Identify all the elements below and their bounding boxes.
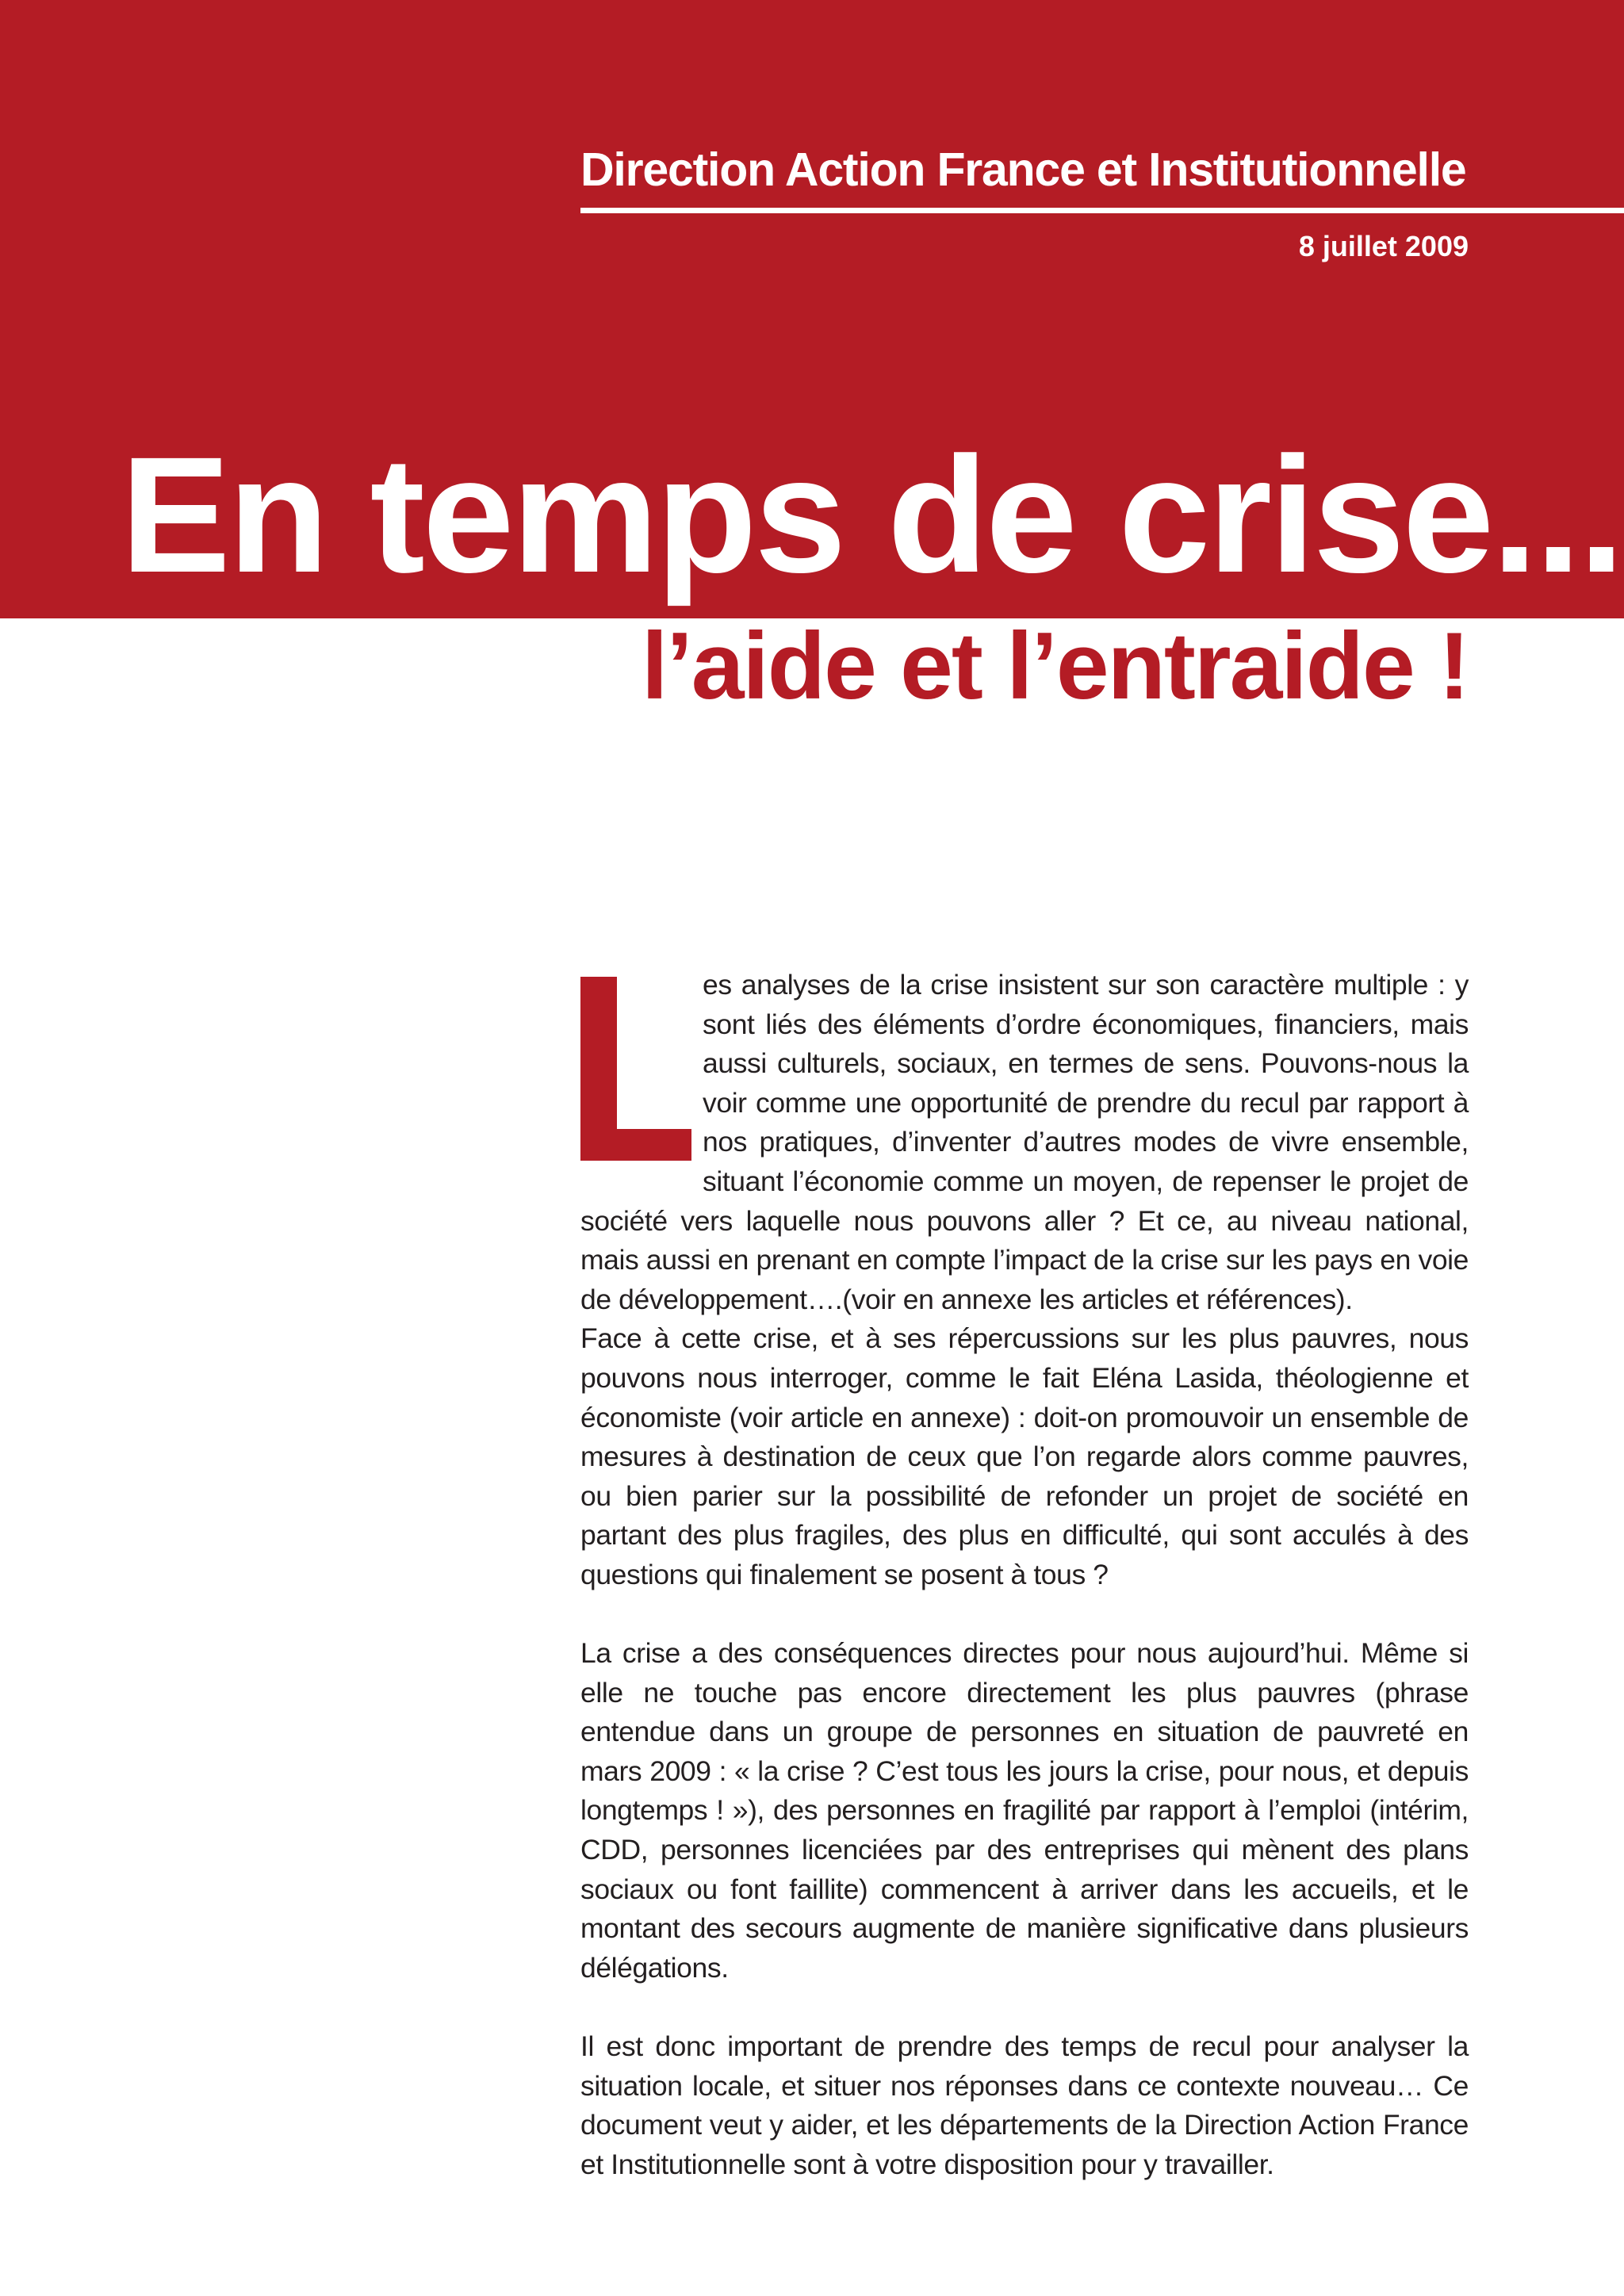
main-title: En temps de crise... <box>121 423 1622 607</box>
document-date: 8 juillet 2009 <box>1298 230 1469 262</box>
paragraph-4: Il est donc important de prendre des temps de recul pour analyser la situation locale, et situer nos réponses dans ce contexte nouveau… Ce document veut y aider, et les départements de la Direction Action France et Institutionnelle sont à votre disposition pour y travailler. <box>580 2030 1469 2180</box>
header-divider <box>580 208 1624 213</box>
paragraph-2: Face à cette crise, et à ses répercussions sur les plus pauvres, nous pouvons nous interroger, comme le fait Eléna Lasida, théologienne et économiste (voir article en annexe) : doit-on promouvoir un ensemble de mesures à destination de ceux que l’on regarde alors comme pauvres, ou bien parier sur la possibilité de refonder un projet de société en partant des plus fragiles, des plus en difficulté, qui sont acculés à des questions qui finalement se posent à tous ? <box>580 1322 1469 1590</box>
paragraph-3: La crise a des conséquences directes pour nous aujourd’hui. Même si elle ne touche pas encore directement les plus pauvres (phrase entendue dans un groupe de personnes en situation de pauvreté en mars 2009 : « la crise ? C’est tous les jours la crise, pour nous, et depuis longtemps ! »), des personnes en fragilité par rapport à l’emploi (intérim, CDD, personnes licenciées par des entreprises qui mènent des plans sociaux ou font faillite) commencent à arriver dans les accueils, et le montant des secours augmente de manière significative dans plusieurs délégations. <box>580 1637 1469 1984</box>
organization-title: Direction Action France et Institutionnelle <box>580 144 1466 196</box>
dropcap-l <box>580 977 691 1161</box>
subtitle: l’aide et l’entraide ! <box>642 613 1469 719</box>
body-text <box>580 966 1469 2184</box>
paragraph-1: es analyses de la crise insistent sur son caractère multiple : y sont liés des éléments d’ordre économiques, financiers, mais aussi culturels, sociaux, en termes de sens. Pouvons-nous la voir comme une opportunité de prendre du recul par rapport à nos pratiques, d’inventer d’autres modes de vivre ensemble, situant l’économie comme un moyen, de repenser le projet de société vers laquelle nous pouvons aller ? Et ce, au niveau national, mais aussi en prenant en compte l’impact de la crise sur les pays en voie de développement….(voir en annexe les articles et références). <box>580 969 1469 1315</box>
